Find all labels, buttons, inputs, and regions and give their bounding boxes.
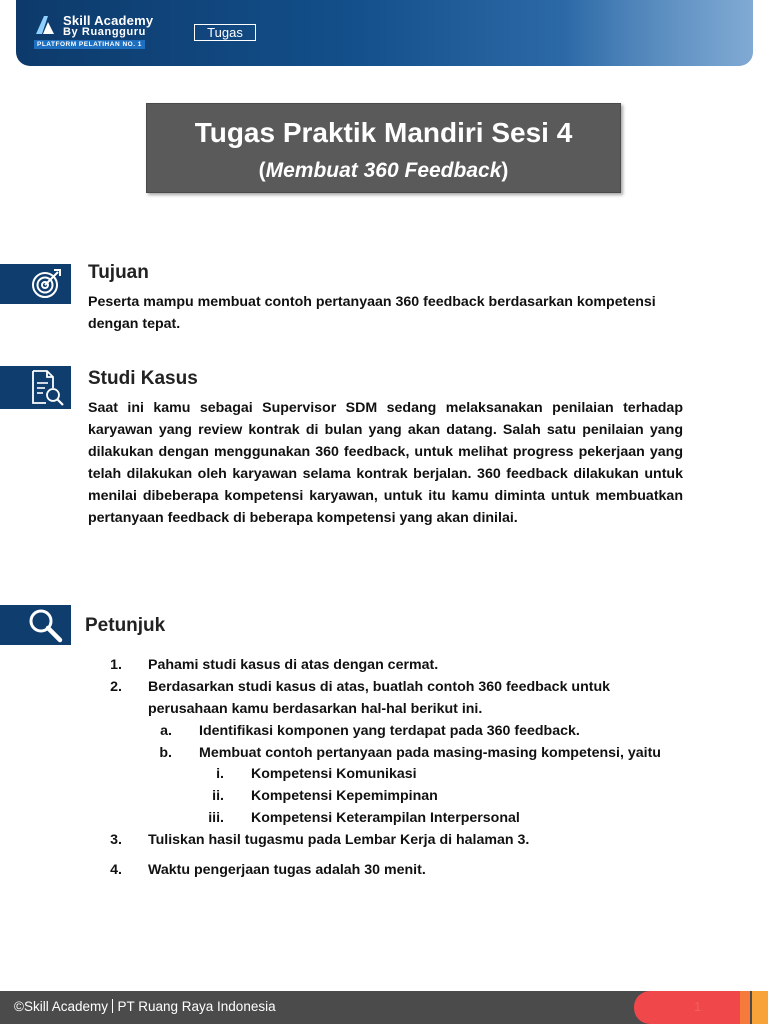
list-item: Pahami studi kasus di atas dengan cermat. [148,657,439,673]
studi-kasus-heading: Studi Kasus [88,368,198,389]
list-roman: i. [216,766,224,782]
list-roman: ii. [212,788,224,804]
list-letter: a. [160,723,172,739]
footer-company: PT Ruang Raya Indonesia [117,999,276,1014]
subtitle-paren-close: ) [501,159,509,182]
page-number: 1 [694,999,702,1014]
tujuan-line: dengan tepat. [88,316,181,332]
petunjuk-icon-tab [0,605,71,645]
skill-academy-logo [34,12,174,52]
list-item: Waktu pengerjaan tugas adalah 30 menit. [148,862,426,878]
brand-line-2: By Ruangguru [63,26,146,38]
header-illustration [563,0,753,66]
tujuan-text [88,291,683,335]
title-box [146,103,621,193]
studi-kasus-icon-tab [0,366,71,409]
logo-mark-icon [34,14,56,36]
footer-text [14,999,276,1014]
tujuan-icon-tab [0,264,71,304]
footer-accent-bar [740,991,750,1024]
footer-copyright: ©Skill Academy [14,999,108,1014]
tujuan-heading: Tujuan [88,262,149,283]
list-number: 3. [110,832,122,848]
tugas-tag: Tugas [194,24,256,41]
magnifier-icon [27,607,65,643]
petunjuk-heading: Petunjuk [85,615,166,636]
brand-line-1: Skill Academy [63,13,154,28]
footer-divider [112,999,114,1013]
header-banner [16,0,753,66]
studi-kasus-text: Saat ini kamu sebagai Supervisor SDM sedang melaksanakan penilaian terhadap karyawan yang review kontrak di bulan yang akan datang. Salah satu penilaian yang dilakukan dengan menggunakan 360 feedback, untuk melihat progress pekerjaan yang telah dilakukan oleh karyawan selama kontrak berjalan. 360 feedback dilakukan untuk menilai dibeberapa kompetensi karyawan, untuk itu kamu diminta untuk membuatkan pertanyaan feedback di beberapa kompetensi yang akan dinilai. [88,400,683,526]
document-search-icon [29,368,65,406]
list-subsubitem: Kompetensi Kepemimpinan [251,788,438,804]
list-roman: iii. [208,810,224,826]
list-subitem: Membuat contoh pertanyaan pada masing-masing kompetensi, yaitu [199,745,661,761]
footer-bar [0,991,768,1024]
footer-accent-pill [634,991,744,1024]
page-subtitle [147,159,620,183]
list-number: 2. [110,679,122,695]
list-number: 4. [110,862,122,878]
page-title: Tugas Praktik Mandiri Sesi 4 [194,117,573,148]
list-item: Berdasarkan studi kasus di atas, buatlah contoh 360 feedback untuk [148,679,611,695]
brand-tagline: PLATFORM PELATIHAN NO. 1 [34,40,145,49]
list-subitem: Identifikasi komponen yang terdapat pada 360 feedback. [199,723,580,739]
footer-accent-bar [752,991,768,1024]
subtitle-paren-open: ( [258,159,266,182]
target-icon [29,267,63,301]
list-letter: b. [159,745,172,761]
list-subsubitem: Kompetensi Komunikasi [251,766,417,782]
list-item: Tuliskan hasil tugasmu pada Lembar Kerja di halaman 3. [148,832,530,848]
list-item-continued: perusahaan kamu berdasarkan hal-hal berikut ini. [148,701,483,717]
subtitle-italic: Membuat 360 Feedback [265,159,502,182]
list-number: 1. [110,657,122,673]
list-subsubitem: Kompetensi Keterampilan Interpersonal [251,810,520,826]
tujuan-line: Peserta mampu membuat contoh pertanyaan 360 feedback berdasarkan kompetensi [88,294,656,310]
